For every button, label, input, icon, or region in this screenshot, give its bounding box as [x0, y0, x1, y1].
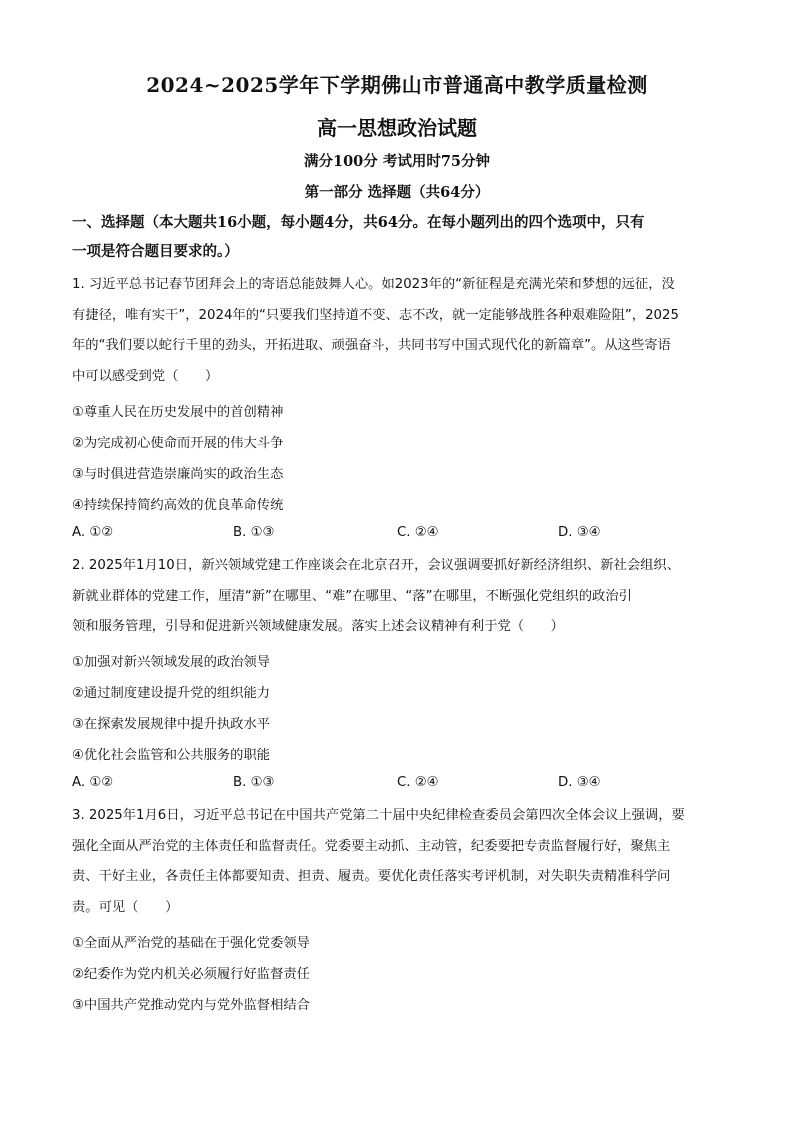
stem-line: 领和服务管理，引导和促进新兴领域健康发展。落实上述会议精神有利于党（ ）	[72, 619, 564, 634]
choice-a[interactable]: A. ①②	[72, 525, 114, 540]
stem-line: 有捷径，唯有实干”，2024年的“只要我们坚持道不变、志不改，就一定能够战胜各种艰难险阻”，2025	[72, 307, 679, 323]
choice-a[interactable]: A. ①②	[72, 775, 114, 790]
statement-item: ④优化社会监管和公共服务的职能	[72, 748, 271, 763]
stem-line: 3. 2025年1月6日，习近平总书记在中国共产党第二十届中央纪律检查委员会第四次全体会议上强调，要	[72, 808, 685, 823]
question-1-choices	[72, 525, 722, 545]
stem-line: 新就业群体的党建工作，厘清“新”在哪里、“难”在哪里、“落”在哪里，不断强化党组织的政治引	[72, 588, 632, 604]
statement-item: ②为完成初心使命而开展的伟大斗争	[72, 436, 284, 451]
statement-item: ③中国共产党推动党内与党外监督相结合	[72, 998, 310, 1013]
choice-c[interactable]: C. ②④	[397, 775, 439, 790]
choice-d[interactable]: D. ③④	[558, 775, 601, 790]
stem-line: 2. 2025年1月10日，新兴领域党建工作座谈会在北京召开，会议强调要抓好新经济组织、新社会组织、	[72, 558, 681, 573]
statement-item: ④持续保持简约高效的优良革命传统	[72, 498, 284, 513]
choice-d[interactable]: D. ③④	[558, 525, 601, 540]
statement-item: ③在探索发展规律中提升执政水平	[72, 717, 271, 732]
exam-subject-title: 高一思想政治试题	[317, 116, 477, 140]
choice-c[interactable]: C. ②④	[397, 525, 439, 540]
section-instruction-line: 一、选择题（本大题共16小题，每小题4分，共64分。在每小题列出的四个选项中，只有	[72, 214, 645, 231]
choice-b[interactable]: B. ①③	[233, 525, 275, 540]
stem-line: 年的“我们要以蛇行千里的劲头，开拓进取、顽强奋斗，共同书写中国式现代化的新篇章”。从这些寄语	[72, 338, 671, 353]
stem-line: 1. 习近平总书记春节团拜会上的寄语总能鼓舞人心。如2023年的“新征程是充满光荣和梦想的远征，没	[72, 277, 675, 292]
section-instruction	[72, 208, 722, 266]
section-instruction-line: 一项是符合题目要求的。）	[72, 243, 239, 260]
exam-title: 2024~2025学年下学期佛山市普通高中教学质量检测	[146, 73, 648, 97]
stem-line: 责、干好主业，各责任主体都要知责、担责、履责。要优化责任落实考评机制，对失职失责精准科学问	[72, 869, 671, 884]
statement-item: ②通过制度建设提升党的组织能力	[72, 686, 271, 701]
question-2-choices	[72, 775, 722, 795]
stem-line: 责。可见（ ）	[72, 899, 179, 915]
stem-line: 强化全面从严治党的主体责任和监督责任。党委要主动抓、主动管，纪委要把专责监督履行好，聚焦主	[72, 838, 671, 854]
question-1-stem	[72, 270, 722, 392]
choice-b[interactable]: B. ①③	[233, 775, 275, 790]
question-2-stem	[72, 551, 722, 643]
statement-item: ①加强对新兴领域发展的政治领导	[72, 655, 271, 670]
part-heading: 第一部分 选择题（共64分）	[304, 184, 490, 201]
question-3-stem	[72, 801, 722, 923]
statement-item: ①尊重人民在历史发展中的首创精神	[72, 405, 284, 420]
stem-line: 中可以感受到党（ ）	[72, 368, 219, 384]
statement-item: ③与时俱进营造崇廉尚实的政治生态	[72, 467, 284, 482]
score-time-info: 满分100分 考试用时75分钟	[304, 153, 490, 170]
statement-item: ②纪委作为党内机关必须履行好监督责任	[72, 967, 310, 982]
statement-item: ①全面从严治党的基础在于强化党委领导	[72, 936, 310, 951]
